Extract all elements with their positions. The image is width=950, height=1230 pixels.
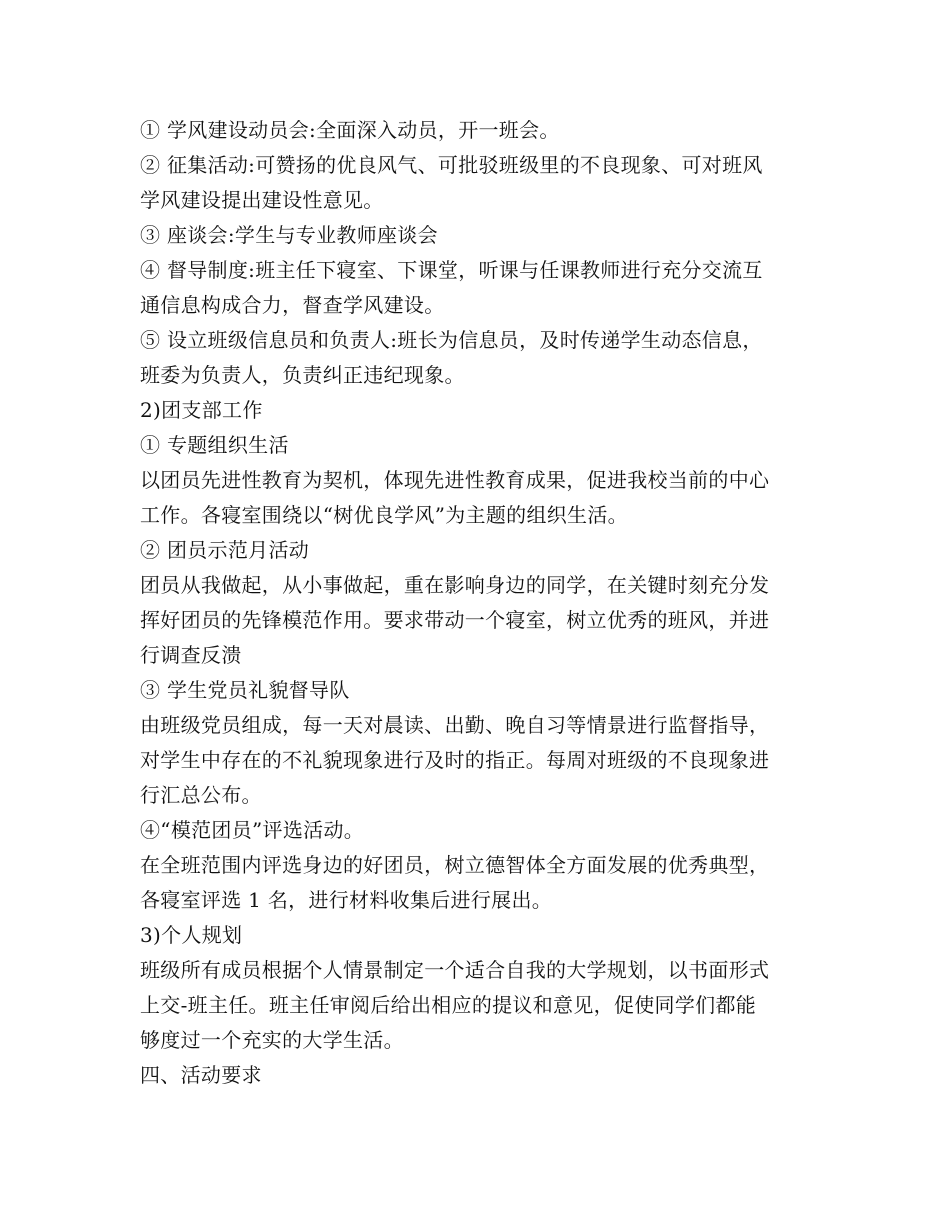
- section-heading: 3)个人规划: [140, 923, 243, 947]
- text-line: 以团员先进性教育为契机，体现先进性教育成果，促进我校当前的中心: [140, 468, 770, 492]
- text-line: 够度过一个充实的大学生活。: [140, 1028, 404, 1052]
- text-line: ③ 座谈会:学生与专业教师座谈会: [140, 223, 438, 247]
- text-line: 工作。各寝室围绕以“树优良学风”为主题的组织生活。: [140, 503, 628, 527]
- text-line: 行调查反溃: [140, 643, 242, 667]
- text-line: ⑤ 设立班级信息员和负责人:班长为信息员，及时传递学生动态信息，: [140, 328, 763, 352]
- text-line: 由班级党员组成，每一天对晨读、出勤、晚自习等情景进行监督指导，: [140, 713, 770, 737]
- text-line: 挥好团员的先锋模范作用。要求带动一个寝室，树立优秀的班风，并进: [140, 608, 770, 632]
- text-line: 学风建设提出建设性意见。: [140, 188, 384, 212]
- text-line: ③ 学生党员礼貌督导队: [140, 678, 350, 702]
- text-line: ④ 督导制度:班主任下寝室、下课堂，听课与任课教师进行充分交流互: [140, 258, 763, 282]
- text-line: 各寝室评选 1 名，进行材料收集后进行展出。: [140, 888, 553, 912]
- section-heading: 2)团支部工作: [140, 398, 263, 422]
- text-line: ② 团员示范月活动: [140, 538, 310, 562]
- text-line: 对学生中存在的不礼貌现象进行及时的指正。每周对班级的不良现象进: [140, 748, 770, 772]
- section-heading: 四、活动要求: [140, 1063, 262, 1087]
- text-line: 在全班范围内评选身边的好团员，树立德智体全方面发展的优秀典型，: [140, 853, 770, 877]
- text-line: 通信息构成合力，督查学风建设。: [140, 293, 445, 317]
- text-line: ④“模范团员”评选活动。: [140, 818, 365, 842]
- text-line: 行汇总公布。: [140, 783, 262, 807]
- text-line: 上交-班主任。班主任审阅后给出相应的提议和意见，促使同学们都能: [140, 993, 757, 1017]
- text-line: 团员从我做起，从小事做起，重在影响身边的同学，在关键时刻充分发: [140, 573, 770, 597]
- document-body: [140, 113, 820, 1093]
- text-line: ① 专题组织生活: [140, 433, 289, 457]
- text-line: ① 学风建设动员会:全面深入动员，开一班会。: [140, 118, 560, 142]
- text-line: 班委为负责人，负责纠正违纪现象。: [140, 363, 465, 387]
- text-line: ② 征集活动:可赞扬的优良风气、可批驳班级里的不良现象、可对班风: [140, 153, 763, 177]
- text-line: 班级所有成员根据个人情景制定一个适合自我的大学规划，以书面形式: [140, 958, 770, 982]
